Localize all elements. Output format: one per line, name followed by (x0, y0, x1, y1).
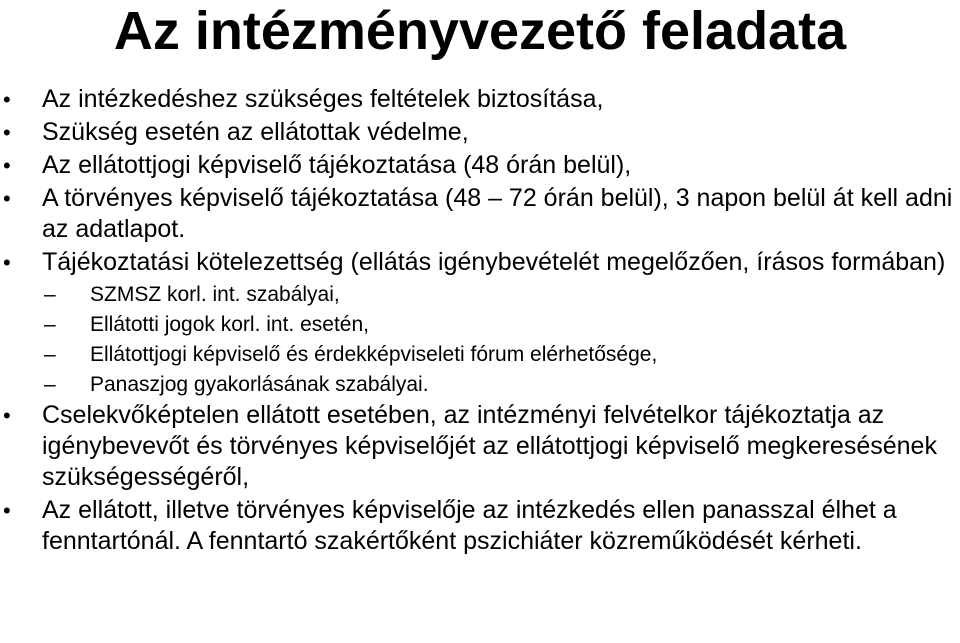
bullet-text: Cselekvőképtelen ellátott esetében, az intézményi felvételkor tájékoztatja az igénybevevőt és törvényes képviselőjét az ellátottjogi képviselő megkeresésének szükségességéről, (42, 401, 937, 491)
dash-icon: – (44, 313, 56, 336)
bullet-text: A törvényes képviselő tájékoztatása (48 – 72 órán belül), 3 napon belül át kell adni az adatlapot. (42, 184, 953, 243)
bullet-text: Az ellátott, illetve törvényes képviselője az intézkedés ellen panasszal élhet a fenntartónál. A fenntartó szakértőként pszichiáter közreműködését kérheti. (42, 496, 897, 555)
bullet-item (0, 150, 960, 181)
bullet-list (0, 84, 960, 557)
bullet-text: Szükség esetén az ellátottak védelme, (42, 118, 469, 146)
sub-item-text: Ellátotti jogok korl. int. esetén, (90, 313, 369, 336)
sub-item (0, 340, 960, 370)
bullet-item (0, 400, 960, 493)
bullet-icon: • (3, 498, 11, 523)
bullet-icon: • (3, 186, 11, 211)
sub-item-text: SZMSZ korl. int. szabályai, (90, 283, 340, 306)
sub-item-text: Panaszjog gyakorlásának szabályai. (90, 373, 429, 396)
slide-title: Az intézményvezető feladata (113, 1, 847, 61)
bullet-item (0, 84, 960, 115)
sub-item (0, 310, 960, 340)
bullet-icon: • (3, 153, 11, 178)
sub-item-text: Ellátottjogi képviselő és érdekképviseleti fórum elérhetősége, (90, 343, 658, 366)
sub-item (0, 280, 960, 310)
bullet-item (0, 495, 960, 557)
sub-item (0, 370, 960, 400)
dash-icon: – (44, 373, 56, 396)
bullet-item (0, 247, 960, 278)
bullet-item (0, 183, 960, 245)
bullet-icon: • (3, 87, 11, 112)
dash-icon: – (44, 343, 56, 366)
bullet-item (0, 117, 960, 148)
bullet-text: Az intézkedéshez szükséges feltételek biztosítása, (42, 85, 604, 113)
bullet-text: Az ellátottjogi képviselő tájékoztatása (48 órán belül), (42, 151, 632, 179)
bullet-icon: • (3, 120, 11, 145)
bullet-icon: • (3, 250, 11, 275)
bullet-text: Tájékoztatási kötelezettség (ellátás igénybevételét megelőzően, írásos formában) (42, 248, 946, 276)
dash-icon: – (44, 283, 56, 306)
bullet-icon: • (3, 403, 11, 428)
